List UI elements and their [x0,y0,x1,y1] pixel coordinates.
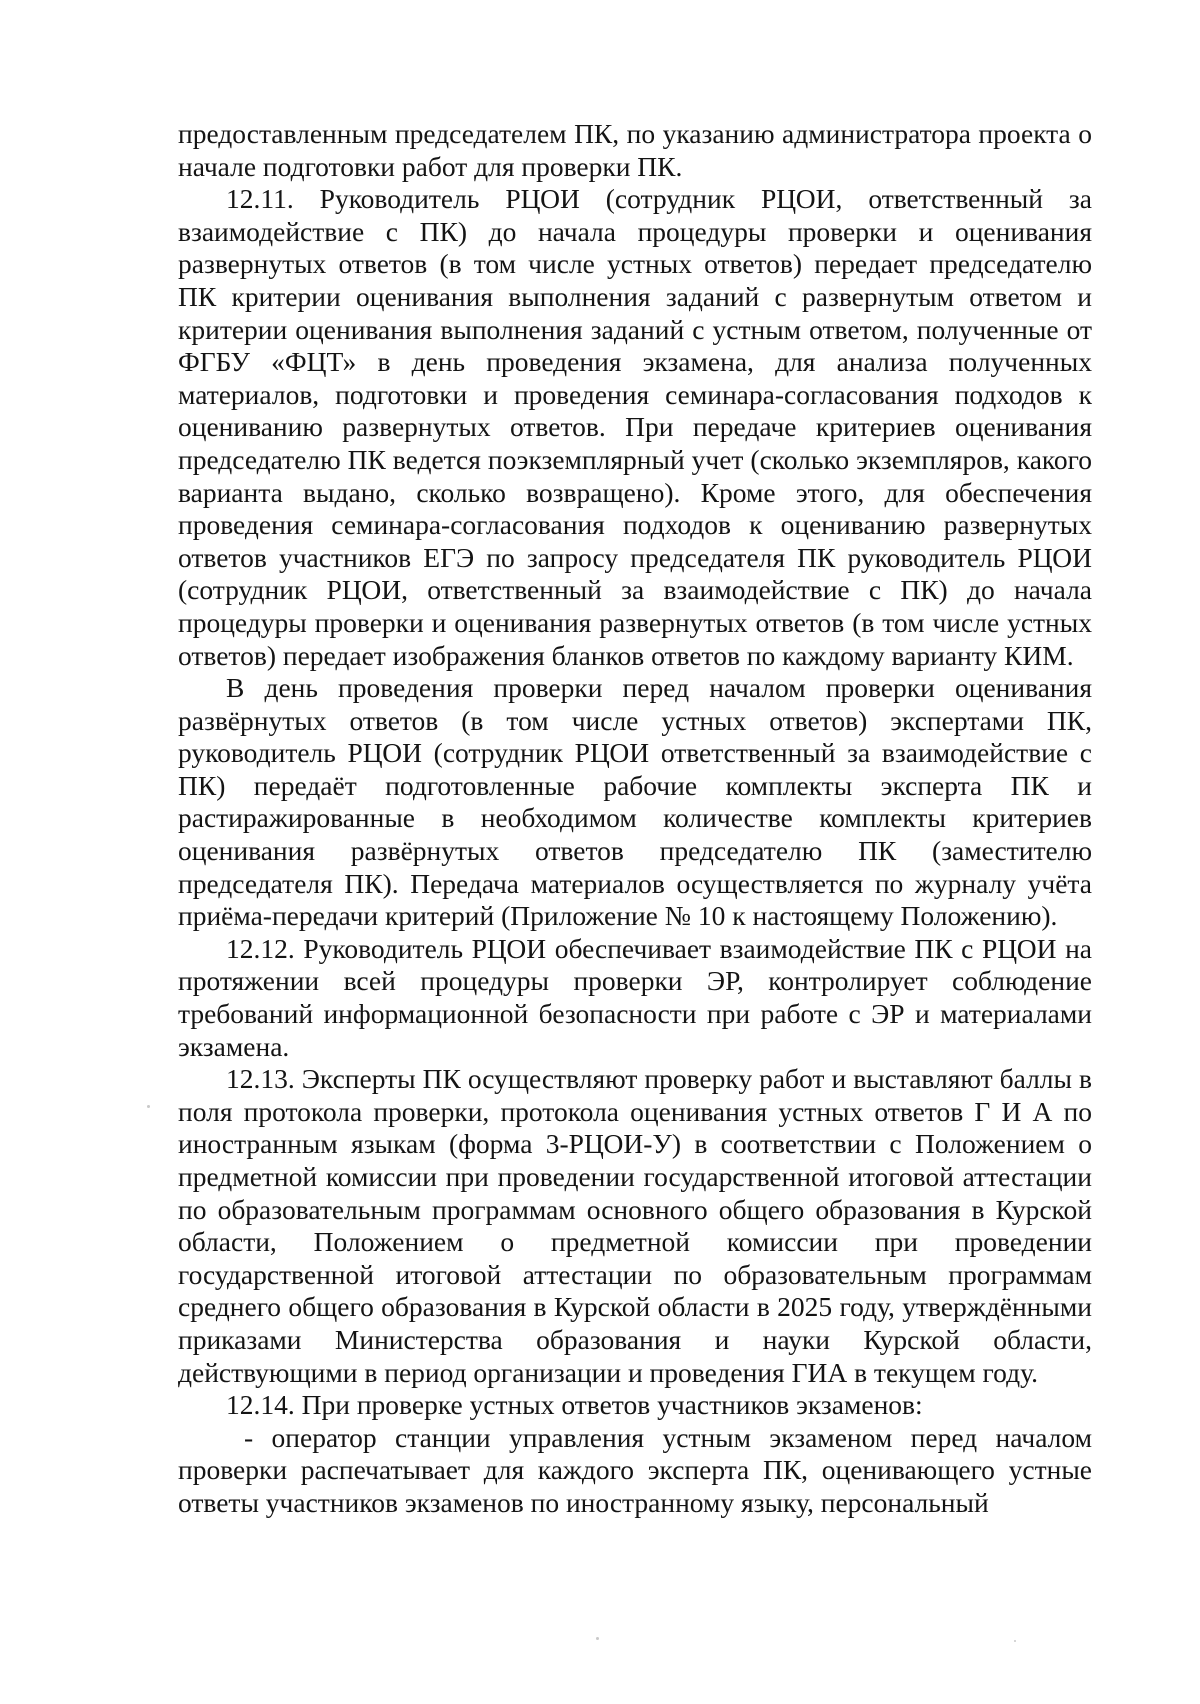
paragraph-review-day: В день проведения проверки перед началом проверки оценивания развёрнутых ответов (в том числе устных ответов) экспертами ПК, руководитель РЦОИ (сотрудник РЦОИ ответственный за взаимодействие с ПК) передаёт подготовленные рабочие комплекты эксперта ПК и растиражированные в необходимом количестве комплекты критериев оценивания развёрнутых ответов председателю ПК (заместителю председателя ПК). Передача материалов осуществляется по журналу учёта приёма-передачи критерий (Приложение № 10 к настоящему Положению). [178,672,1092,932]
document-body [178,118,1092,1520]
scan-speck [596,1637,599,1640]
paragraph-12-11: 12.11. Руководитель РЦОИ (сотрудник РЦОИ, ответственный за взаимодействие с ПК) до начала процедуры проверки и оценивания развернутых ответов (в том числе устных ответов) передает председателю ПК критерии оценивания выполнения заданий с развернутым ответом и критерии оценивания выполнения заданий с устным ответом, полученные от ФГБУ «ФЦТ» в день проведения экзамена, для анализа полученных материалов, подготовки и проведения семинара-согласования подходов к оцениванию развернутых ответов. При передаче критериев оценивания председателю ПК ведется поэкземплярный учет (сколько экземпляров, какого варианта выдано, сколько возвращено). Кроме этого, для обеспечения проведения семинара-согласования подходов к оцениванию развернутых ответов участников ЕГЭ по запросу председателя ПК руководитель РЦОИ (сотрудник РЦОИ, ответственный за взаимодействие с ПК) до начала процедуры проверки и оценивания развернутых ответов (в том числе устных ответов) передает изображения бланков ответов по каждому варианту КИМ. [178,183,1092,671]
paragraph-12-13: 12.13. Эксперты ПК осуществляют проверку работ и выставляют баллы в поля протокола проверки, протокола оценивания устных ответов Г И А по иностранным языкам (форма 3-РЦОИ-У) в соответствии с Положением о предметной комиссии при проведении государственной итоговой аттестации по образовательным программам основного общего образования в Курской области, Положением о предметной комиссии при проведении государственной итоговой аттестации по образовательным программам среднего общего образования в Курской области в 2025 году, утверждёнными приказами Министерства образования и науки Курской области, действующими в период организации и проведения ГИА в текущем году. [178,1063,1092,1388]
scan-speck [147,1105,150,1108]
paragraph-12-14: 12.14. При проверке устных ответов участников экзаменов: [226,1389,923,1421]
paragraph-12-12: 12.12. Руководитель РЦОИ обеспечивает взаимодействие ПК с РЦОИ на протяжении всей процедуры проверки ЭР, контролирует соблюдение требований информационной безопасности при работе с ЭР и материалами экзамена. [178,932,1092,1062]
paragraph-continuation: предоставленным председателем ПК, по указанию администратора проекта о начале подготовки работ для проверки ПК. [178,118,1092,182]
paragraph-operator-item: - оператор станции управления устным экзаменом перед началом проверки распечатывает для каждого эксперта ПК, оценивающего устные ответы участников экзаменов по иностранному языку, персональный [178,1421,1092,1518]
scan-speck [1014,1640,1016,1642]
